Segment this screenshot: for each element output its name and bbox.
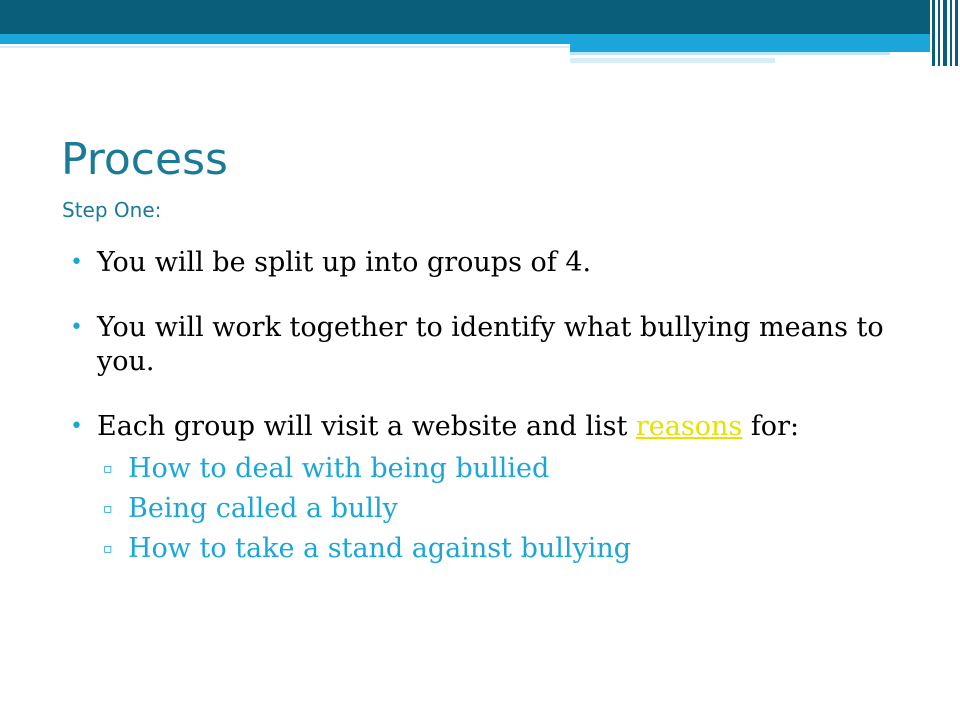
bullet-text: Each group will visit a website and list — [97, 411, 636, 442]
banner-pale-line-short — [570, 58, 775, 63]
square-bullet-icon: ▫ — [103, 501, 113, 517]
banner-light-band-right — [570, 44, 930, 52]
reasons-link[interactable]: reasons — [635, 411, 743, 442]
bullet-dot-icon: • — [70, 250, 83, 275]
bullet-text-after: for: — [742, 411, 800, 442]
bullet-text: You will be split up into groups of 4. — [97, 247, 592, 278]
banner-right-stripes — [930, 0, 960, 66]
header-banner — [0, 0, 960, 70]
square-bullet-icon: ▫ — [103, 461, 113, 477]
slide-subtitle: Step One: — [62, 198, 162, 222]
slide-title: Process — [61, 134, 228, 185]
bullet-item — [70, 410, 900, 569]
banner-pale-line — [570, 52, 890, 55]
banner-light-band — [0, 34, 930, 44]
sub-bullet-item — [97, 489, 900, 529]
banner-thin-line — [0, 46, 570, 48]
slide-content — [70, 246, 900, 569]
sub-bullet-list — [97, 449, 900, 569]
bullet-item — [70, 246, 900, 280]
sub-bullet-text: Being called a bully — [128, 493, 398, 524]
square-bullet-icon: ▫ — [103, 541, 113, 557]
sub-bullet-item — [97, 449, 900, 489]
banner-dark-band — [0, 0, 930, 34]
sub-bullet-item — [97, 529, 900, 569]
bullet-item — [70, 311, 900, 379]
bullet-dot-icon: • — [70, 315, 83, 340]
sub-bullet-text: How to take a stand against bullying — [128, 533, 632, 564]
bullet-dot-icon: • — [70, 414, 83, 439]
sub-bullet-text: How to deal with being bullied — [128, 453, 550, 484]
bullet-text: You will work together to identify what bullying means to you. — [97, 312, 884, 377]
